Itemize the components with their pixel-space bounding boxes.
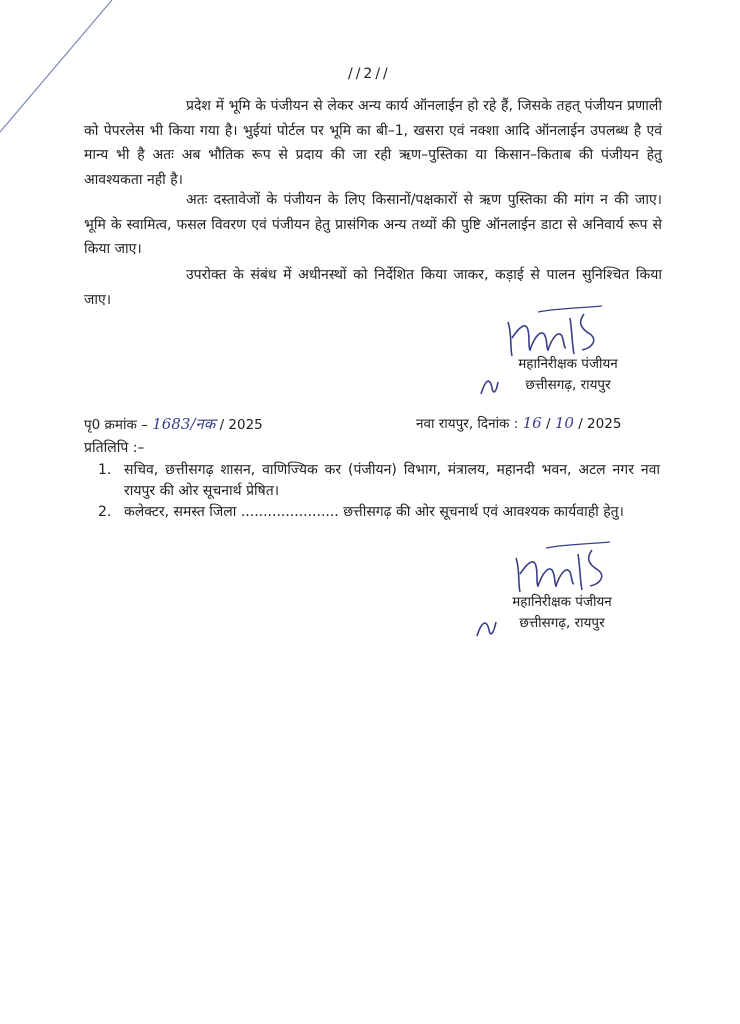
signature-1-designation: महानिरीक्षक पंजीयन <box>518 356 618 372</box>
list-item <box>98 460 660 502</box>
date-day-handwritten: 16 <box>522 414 542 432</box>
signature-1-office: छत्तीसगढ़, रायपुर <box>525 377 611 393</box>
signature-2-scribble <box>506 538 616 598</box>
initial-mark-2 <box>474 614 500 640</box>
reference-number <box>84 414 263 434</box>
place-date-label: नवा रायपुर, दिनांक : <box>416 416 519 432</box>
copy-list <box>98 460 660 523</box>
date-month-handwritten: 10 <box>554 414 574 432</box>
page-number: //2// <box>348 66 391 82</box>
signature-2-office: छत्तीसगढ़, रायपुर <box>519 615 605 631</box>
paragraph-2: अतः दस्तावेजों के पंजीयन के लिए किसानों/पक्षकारों से ऋण पुस्तिका की मांग न की जाए। भूमि के स्वामित्व, फसल विवरण एवं पंजीयन हेतु प्रासंगिक अन्य तथ्यों की पुष्टि ऑनलाईन डाटा से अनिवार्य रूप से किया जाए। <box>84 192 662 257</box>
signature-2-designation: महानिरीक्षक पंजीयन <box>512 594 612 610</box>
place-date: नवा रायपुर, दिनांक : 16 / 10 / 2025 <box>416 414 622 432</box>
list-item-text: सचिव, छत्तीसगढ़ शासन, वाणिज्यिक कर (पंजीयन) विभाग, मंत्रालय, महानदी भवन, अटल नगर नवा रायपुर की ओर सूचनार्थ प्रेषित। <box>124 462 660 499</box>
initial-mark-1 <box>478 374 500 398</box>
paragraph-1: प्रदेश में भूमि के पंजीयन से लेकर अन्य कार्य ऑनलाईन हो रहे हैं, जिसके तहत् पंजीयन प्रणाली को पेपरलेस भी किया गया है। भुईयां पोर्टल पर भूमि का बी–1, खसरा एवं नक्शा आदि ऑनलाईन उपलब्ध है एवं मान्य भी है अतः अब भौतिक रूप से प्रदाय की जा रही ऋण–पुस्तिका या किसान–किताब की पंजीयन हेतु आवश्यकता नही है। <box>84 98 662 188</box>
list-item <box>98 502 660 523</box>
date-year: / 2025 <box>578 416 622 432</box>
reference-number-handwritten: 1683/नक <box>152 415 216 433</box>
copy-heading: प्रतिलिपि :– <box>84 440 145 456</box>
list-item-text: कलेक्टर, समस्त जिला ...................... छत्तीसगढ़ की ओर सूचनार्थ एवं आवश्यक कार्यवाही हेतु। <box>124 504 624 520</box>
list-item-number: 1. <box>98 462 112 478</box>
list-item-number: 2. <box>98 504 112 520</box>
paragraph-3: उपरोक्त के संबंध में अधीनस्थों को निर्देशित किया जाकर, कड़ाई से पालन सुनिश्चित किया जाए। <box>84 267 662 308</box>
reference-year: / 2025 <box>219 417 263 433</box>
reference-prefix: पृ0 क्रमांक – <box>84 417 148 433</box>
